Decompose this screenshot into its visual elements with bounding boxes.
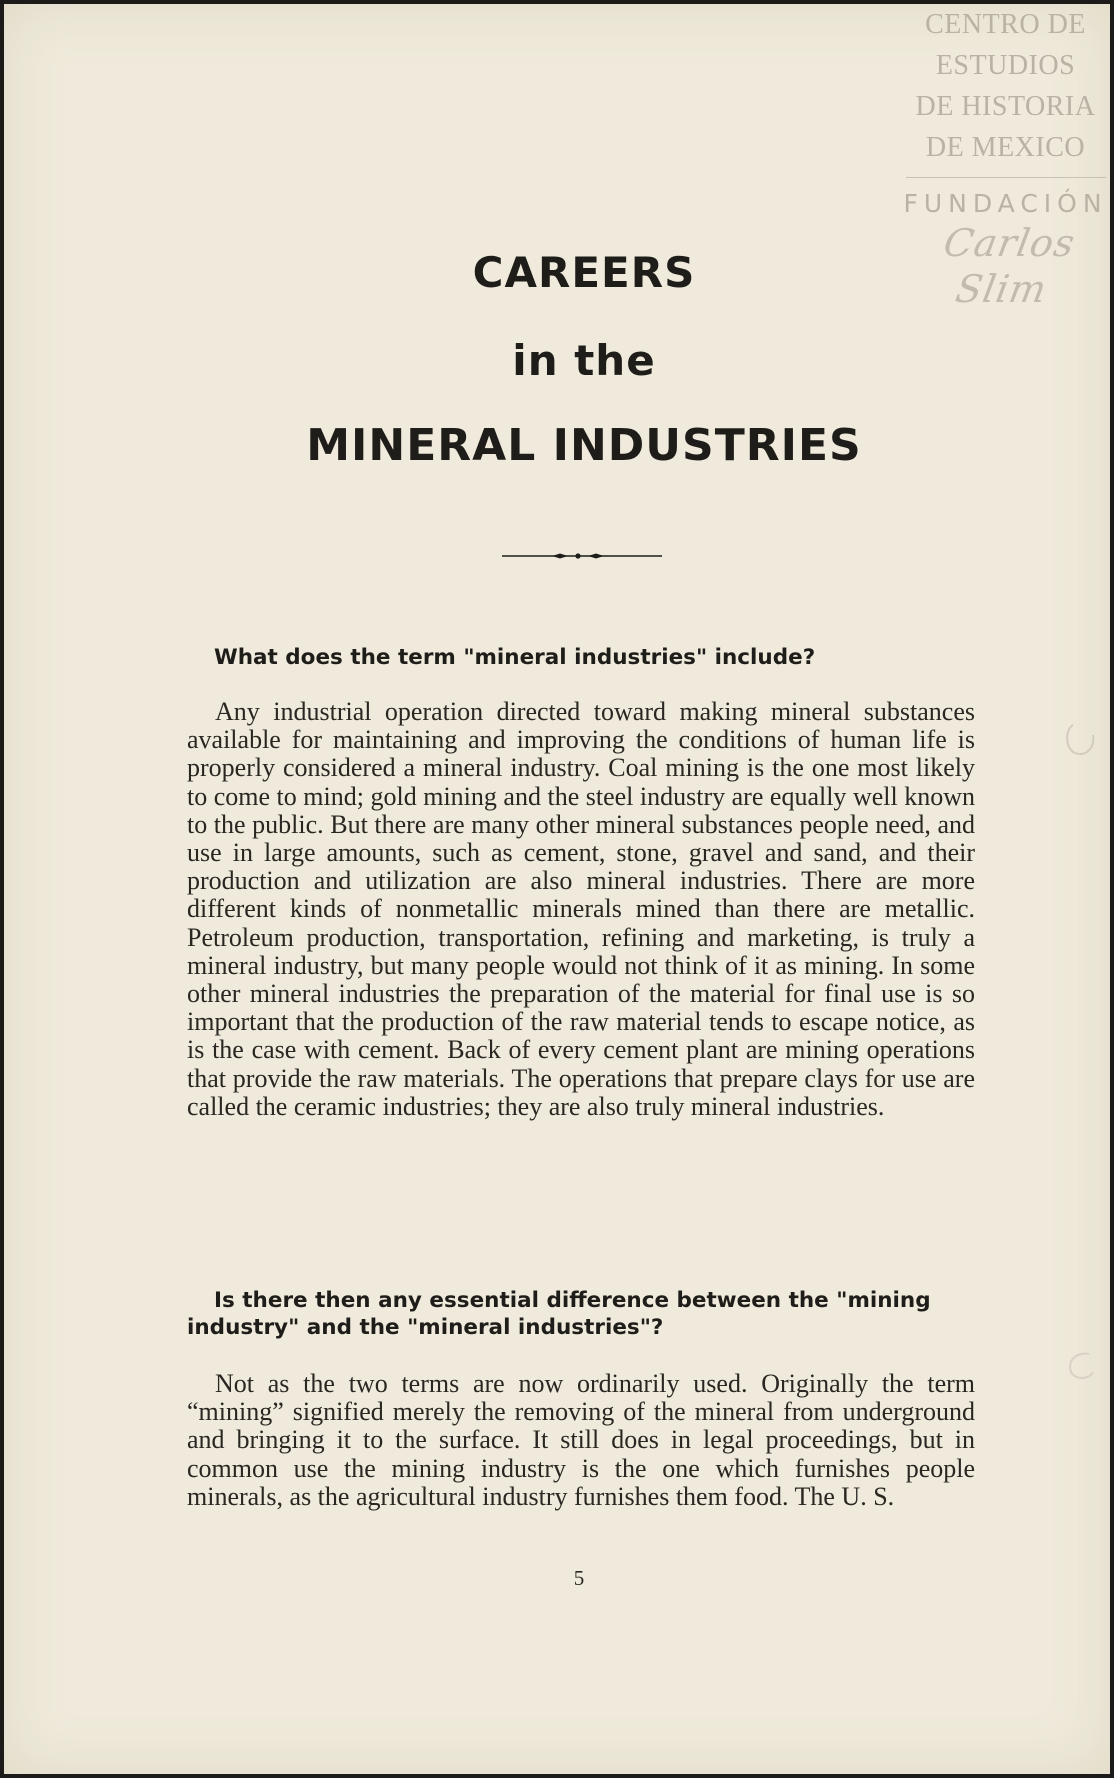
watermark-signature: Carlos Slim bbox=[940, 221, 1079, 311]
section-1-question: What does the term "mineral industries" include? bbox=[214, 645, 816, 670]
section-2-answer: Not as the two terms are now ordinarily used. Originally the term “mining” signified merely the removing of the mineral from underground and bringing it to the surface. It still does in legal proceedings, but in common use the mining industry is the one which furnishes people minerals, as the agricultural industry furnishes them food. The U. S. bbox=[187, 1369, 975, 1511]
document-page bbox=[4, 4, 1110, 1774]
title-careers: CAREERS bbox=[472, 248, 696, 297]
watermark-foundation: FUNDACIÓN bbox=[903, 189, 1108, 218]
archive-watermark bbox=[897, 4, 1110, 311]
watermark-line-4: DE MEXICO bbox=[925, 132, 1086, 163]
watermark-divider bbox=[906, 177, 1106, 178]
watermark-line-1: CENTRO DE bbox=[925, 9, 1086, 40]
divider-ornament-icon bbox=[502, 550, 662, 562]
section-1-answer: Any industrial operation directed toward making mineral substances available for maintaining and improving the conditions of human life is properly considered a mineral industry. Coal mining is the one most likely to come to mind; gold mining and the steel industry are equally well known to the public. But there are many other mineral substances people need, and use in large amounts, such as cement, stone, gravel and sand, and their production and utilization are also mineral industries. There are more different kinds of nonmetallic minerals mined than there are metallic. Petroleum production, transportation, refining and marketing, is truly a mineral industry, but many people would not think of it as mining. In some other mineral industries the preparation of the material for final use is so important that the production of the raw material tends to escape notice, as is the case with cement. Back of every cement plant are mining operations that provide the raw materials. The operations that prepare clays for use are called the ceramic industries; they are also truly mineral industries. bbox=[187, 697, 975, 1121]
section-2-question: Is there then any essential difference between the "mining industry" and the "mineral industries"? bbox=[187, 1288, 931, 1340]
paper-blemish-icon bbox=[1059, 719, 1099, 759]
page-number: 5 bbox=[573, 1566, 585, 1590]
watermark-line-2: ESTUDIOS bbox=[935, 50, 1076, 81]
title-mineral-industries: MINERAL INDUSTRIES bbox=[306, 420, 862, 471]
watermark-line-3: DE HISTORIA bbox=[915, 91, 1096, 122]
title-in-the: in the bbox=[512, 336, 656, 385]
paper-blemish-icon bbox=[1059, 1346, 1099, 1386]
